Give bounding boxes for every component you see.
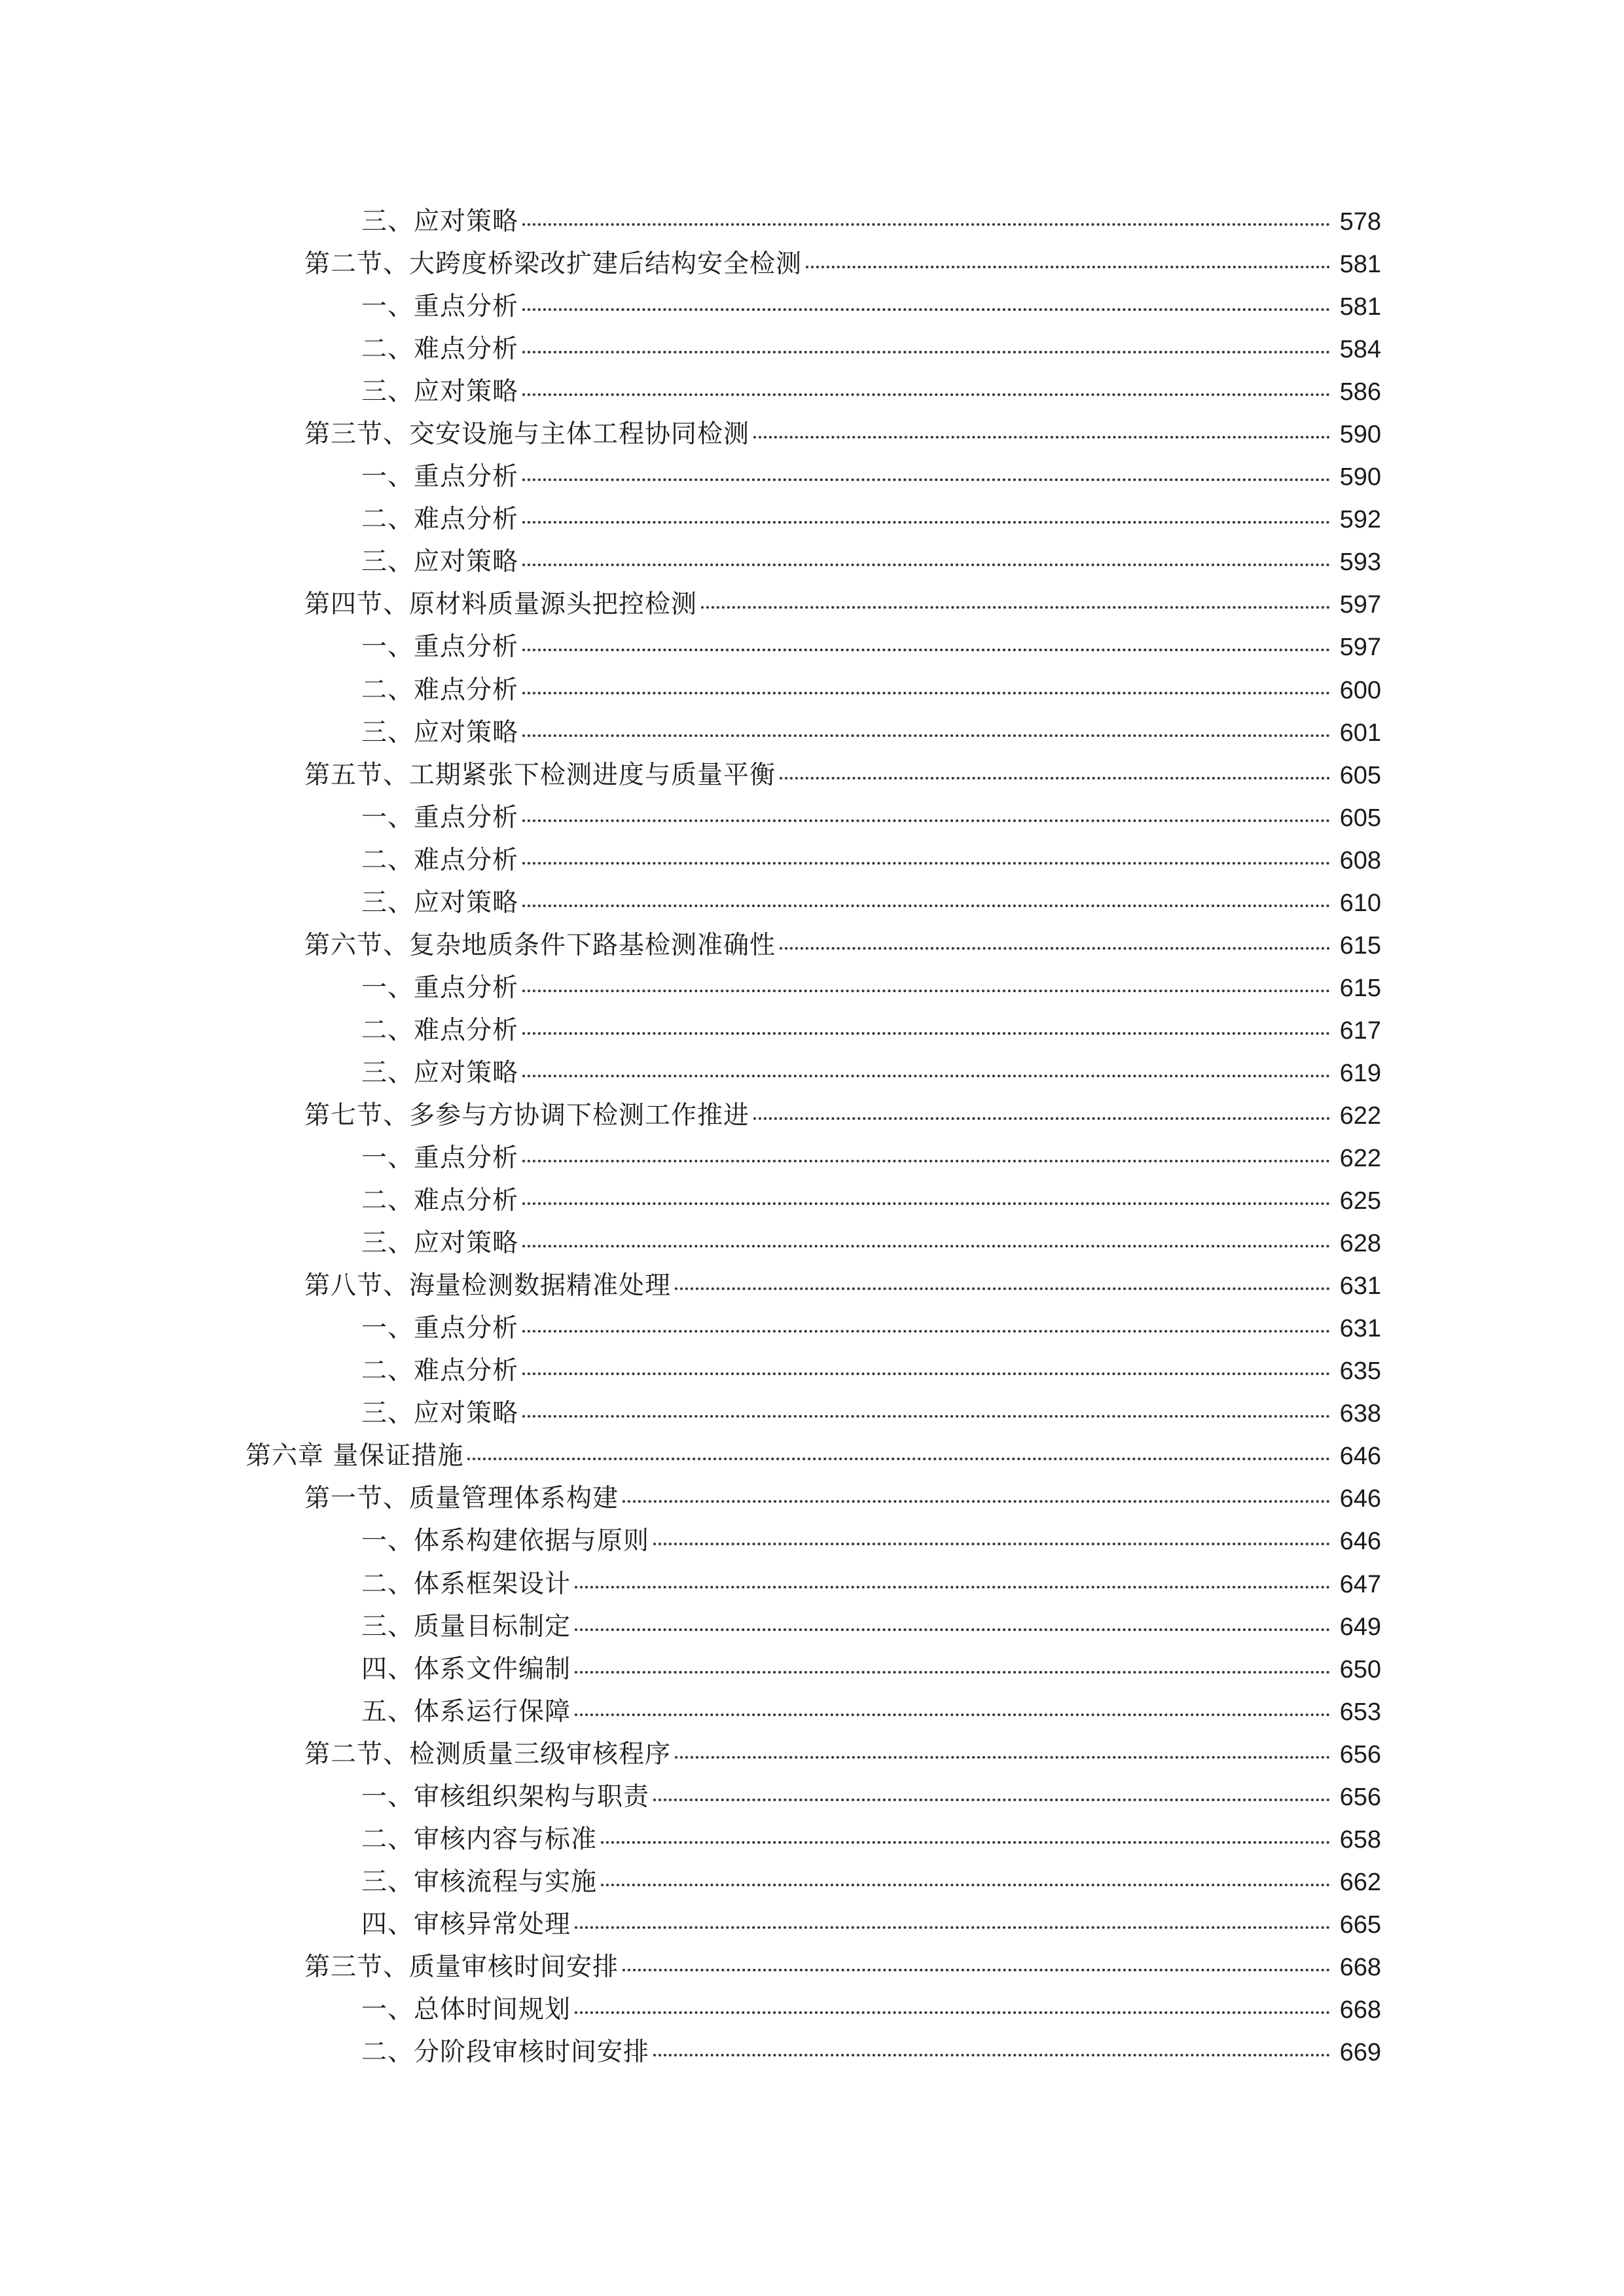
toc-dot-leader [522,1202,1330,1205]
toc-dot-leader [522,1245,1330,1247]
toc-section-entry[interactable] [0,1094,1381,1137]
toc-entry-title: 三、应对策略 [361,717,519,747]
toc-entry-title: 三、应对策略 [361,1229,519,1259]
toc-entry-title: 三、应对策略 [361,207,519,236]
toc-entry-title: 一、重点分析 [361,1143,519,1174]
toc-entry-title: 三、应对策略 [361,1058,519,1088]
toc-subsection-entry[interactable] [0,456,1381,498]
toc-page-number: 668 [1339,1996,1381,2024]
toc-subsection-entry[interactable] [0,1605,1381,1648]
toc-subsection-entry[interactable] [0,541,1381,583]
toc-dot-leader [780,777,1330,780]
table-of-contents [0,200,1624,2073]
toc-page-number: 590 [1339,463,1381,492]
toc-dot-leader [522,564,1330,566]
toc-entry-title: 第六章 量保证措施 [245,1441,464,1471]
toc-subsection-entry[interactable] [0,711,1381,754]
toc-entry-title: 一、重点分析 [361,632,519,662]
toc-dot-leader [575,1628,1330,1631]
toc-entry-title: 第三节、交安设施与主体工程协同检测 [304,420,750,450]
toc-entry-title: 二、难点分析 [361,845,519,875]
toc-dot-leader [601,1841,1330,1844]
toc-subsection-entry[interactable] [0,2031,1381,2073]
toc-dot-leader [522,1415,1330,1418]
toc-list [0,200,1381,2073]
toc-entry-title: 四、审核异常处理 [361,1909,571,1939]
toc-dot-leader [522,521,1330,524]
toc-entry-title: 第二节、大跨度桥梁改扩建后结构安全检测 [304,249,803,279]
toc-dot-leader [653,1543,1330,1545]
toc-page-number: 669 [1339,2039,1381,2067]
toc-subsection-entry[interactable] [0,669,1381,711]
toc-page-number: 578 [1339,208,1381,236]
toc-subsection-entry[interactable] [0,1776,1381,1818]
toc-page-number: 662 [1339,1868,1381,1896]
toc-subsection-entry[interactable] [0,200,1381,243]
toc-dot-leader [522,692,1330,694]
toc-entry-title: 二、分阶段审核时间安排 [361,2037,650,2068]
toc-entry-title: 第四节、原材料质量源头把控检测 [304,590,698,620]
toc-dot-leader [522,308,1330,311]
toc-dot-leader [601,1884,1330,1886]
toc-entry-title: 二、难点分析 [361,675,519,705]
toc-entry-title: 二、体系框架设计 [361,1569,571,1599]
toc-page-number: 581 [1339,293,1381,321]
toc-page-number: 601 [1339,719,1381,747]
toc-page-number: 653 [1339,1698,1381,1726]
toc-entry-title: 四、体系文件编制 [361,1654,571,1684]
toc-dot-leader [522,1075,1330,1077]
toc-dot-leader [623,1969,1330,1971]
toc-entry-title: 第八节、海量检测数据精准处理 [304,1271,672,1301]
toc-dot-leader [522,862,1330,865]
toc-entry-title: 二、审核内容与标准 [361,1824,598,1854]
toc-dot-leader [753,1117,1330,1120]
toc-subsection-entry[interactable] [0,1691,1381,1733]
toc-entry-title: 一、重点分析 [361,292,519,322]
toc-page-number: 610 [1339,889,1381,917]
toc-page-number: 619 [1339,1059,1381,1087]
toc-section-entry[interactable] [0,754,1381,797]
toc-entry-title: 一、重点分析 [361,973,519,1003]
toc-page-number: 622 [1339,1102,1381,1130]
toc-page-number: 665 [1339,1910,1381,1939]
toc-dot-leader [522,393,1330,396]
toc-dot-leader [575,1671,1330,1674]
toc-page-number: 646 [1339,1485,1381,1513]
toc-subsection-entry[interactable] [0,1179,1381,1222]
toc-entry-title: 三、应对策略 [361,547,519,577]
toc-entry-title: 二、难点分析 [361,1015,519,1045]
toc-entry-title: 二、难点分析 [361,1186,519,1216]
toc-entry-title: 一、重点分析 [361,462,519,492]
toc-subsection-entry[interactable] [0,370,1381,413]
toc-dot-leader [522,478,1330,481]
toc-dot-leader [522,734,1330,737]
toc-entry-title: 三、应对策略 [361,377,519,407]
toc-entry-title: 一、总体时间规划 [361,1994,571,2024]
toc-subsection-entry[interactable] [0,1222,1381,1265]
toc-dot-leader [653,1799,1330,1801]
toc-section-entry[interactable] [0,243,1381,285]
toc-dot-leader [575,1926,1330,1929]
toc-page-number: 592 [1339,506,1381,534]
toc-page-number: 593 [1339,548,1381,577]
toc-page-number: 605 [1339,804,1381,832]
toc-dot-leader [522,223,1330,226]
toc-subsection-entry[interactable] [0,1563,1381,1605]
toc-section-entry[interactable] [0,1477,1381,1520]
toc-page-number: 584 [1339,336,1381,364]
toc-page-number: 625 [1339,1187,1381,1215]
toc-dot-leader [522,990,1330,992]
toc-subsection-entry[interactable] [0,498,1381,541]
toc-dot-leader [675,1287,1330,1290]
toc-page-number: 658 [1339,1825,1381,1854]
toc-dot-leader [522,351,1330,353]
toc-entry-title: 二、难点分析 [361,334,519,365]
toc-dot-leader [623,1500,1330,1503]
toc-entry-title: 三、应对策略 [361,888,519,918]
toc-subsection-entry[interactable] [0,1861,1381,1903]
toc-page-number: 628 [1339,1230,1381,1258]
toc-subsection-entry[interactable] [0,1307,1381,1350]
toc-entry-title: 二、难点分析 [361,1356,519,1386]
toc-dot-leader [753,436,1330,439]
toc-entry-title: 一、体系构建依据与原则 [361,1526,650,1556]
toc-entry-title: 一、审核组织架构与职责 [361,1782,650,1812]
toc-page-number: 635 [1339,1357,1381,1386]
toc-subsection-entry[interactable] [0,285,1381,328]
toc-dot-leader [575,2011,1330,2014]
toc-dot-leader [522,1372,1330,1375]
toc-dot-leader [522,1330,1330,1333]
toc-page-number: 646 [1339,1528,1381,1556]
toc-dot-leader [653,2054,1330,2056]
toc-section-entry[interactable] [0,1265,1381,1307]
toc-subsection-entry[interactable] [0,1350,1381,1392]
toc-dot-leader [675,1756,1330,1759]
toc-entry-title: 一、重点分析 [361,1314,519,1344]
toc-page-number: 649 [1339,1613,1381,1641]
toc-subsection-entry[interactable] [0,1988,1381,2031]
toc-entry-title: 第七节、多参与方协调下检测工作推进 [304,1100,750,1130]
toc-page-number: 597 [1339,634,1381,662]
toc-page-number: 615 [1339,931,1381,960]
toc-entry-title: 五、体系运行保障 [361,1696,571,1727]
toc-entry-title: 第六节、复杂地质条件下路基检测准确性 [304,930,776,960]
toc-dot-leader [522,1032,1330,1035]
toc-page-number: 586 [1339,378,1381,406]
toc-dot-leader [575,1586,1330,1588]
toc-entry-title: 三、审核流程与实施 [361,1867,598,1897]
toc-chapter-entry[interactable] [0,1435,1381,1477]
toc-subsection-entry[interactable] [0,839,1381,882]
toc-subsection-entry[interactable] [0,626,1381,668]
toc-entry-title: 二、难点分析 [361,505,519,535]
toc-subsection-entry[interactable] [0,1392,1381,1435]
toc-entry-title: 第一节、质量管理体系构建 [304,1484,619,1514]
toc-page-number: 631 [1339,1315,1381,1343]
toc-subsection-entry[interactable] [0,1818,1381,1861]
toc-entry-title: 第二节、检测质量三级审核程序 [304,1739,672,1769]
toc-page-number: 590 [1339,421,1381,449]
toc-page-number: 597 [1339,591,1381,619]
toc-page-number: 646 [1339,1443,1381,1471]
toc-entry-title: 三、应对策略 [361,1399,519,1429]
toc-page-number: 615 [1339,974,1381,1002]
toc-dot-leader [701,606,1330,609]
toc-page-number: 600 [1339,676,1381,704]
toc-page-number: 608 [1339,846,1381,874]
toc-page-number: 605 [1339,761,1381,789]
toc-section-entry[interactable] [0,583,1381,626]
toc-dot-leader [522,1160,1330,1162]
toc-page-number: 631 [1339,1272,1381,1300]
toc-dot-leader [780,947,1330,950]
toc-page-number: 581 [1339,251,1381,279]
toc-page-number: 647 [1339,1570,1381,1598]
toc-subsection-entry[interactable] [0,1052,1381,1094]
toc-section-entry[interactable] [0,1946,1381,1988]
toc-dot-leader [522,649,1330,651]
toc-section-entry[interactable] [0,413,1381,456]
toc-dot-leader [575,1713,1330,1716]
toc-subsection-entry[interactable] [0,1520,1381,1562]
toc-page-number: 622 [1339,1145,1381,1173]
toc-dot-leader [806,266,1330,268]
toc-subsection-entry[interactable] [0,797,1381,839]
toc-page-number: 650 [1339,1655,1381,1683]
toc-subsection-entry[interactable] [0,967,1381,1009]
toc-page-number: 656 [1339,1740,1381,1768]
toc-subsection-entry[interactable] [0,1648,1381,1691]
toc-section-entry[interactable] [0,1733,1381,1776]
toc-page-number: 668 [1339,1953,1381,1981]
toc-entry-title: 一、重点分析 [361,802,519,833]
toc-subsection-entry[interactable] [0,1137,1381,1179]
toc-page-number: 656 [1339,1783,1381,1811]
toc-subsection-entry[interactable] [0,882,1381,924]
toc-subsection-entry[interactable] [0,1009,1381,1052]
toc-section-entry[interactable] [0,924,1381,967]
toc-dot-leader [522,905,1330,907]
toc-entry-title: 三、质量目标制定 [361,1611,571,1641]
toc-subsection-entry[interactable] [0,1903,1381,1946]
toc-entry-title: 第三节、质量审核时间安排 [304,1952,619,1982]
toc-entry-title: 第五节、工期紧张下检测进度与质量平衡 [304,760,776,790]
toc-page-number: 638 [1339,1400,1381,1428]
toc-subsection-entry[interactable] [0,328,1381,370]
toc-dot-leader [522,819,1330,822]
toc-page-number: 617 [1339,1016,1381,1045]
toc-dot-leader [467,1458,1330,1460]
